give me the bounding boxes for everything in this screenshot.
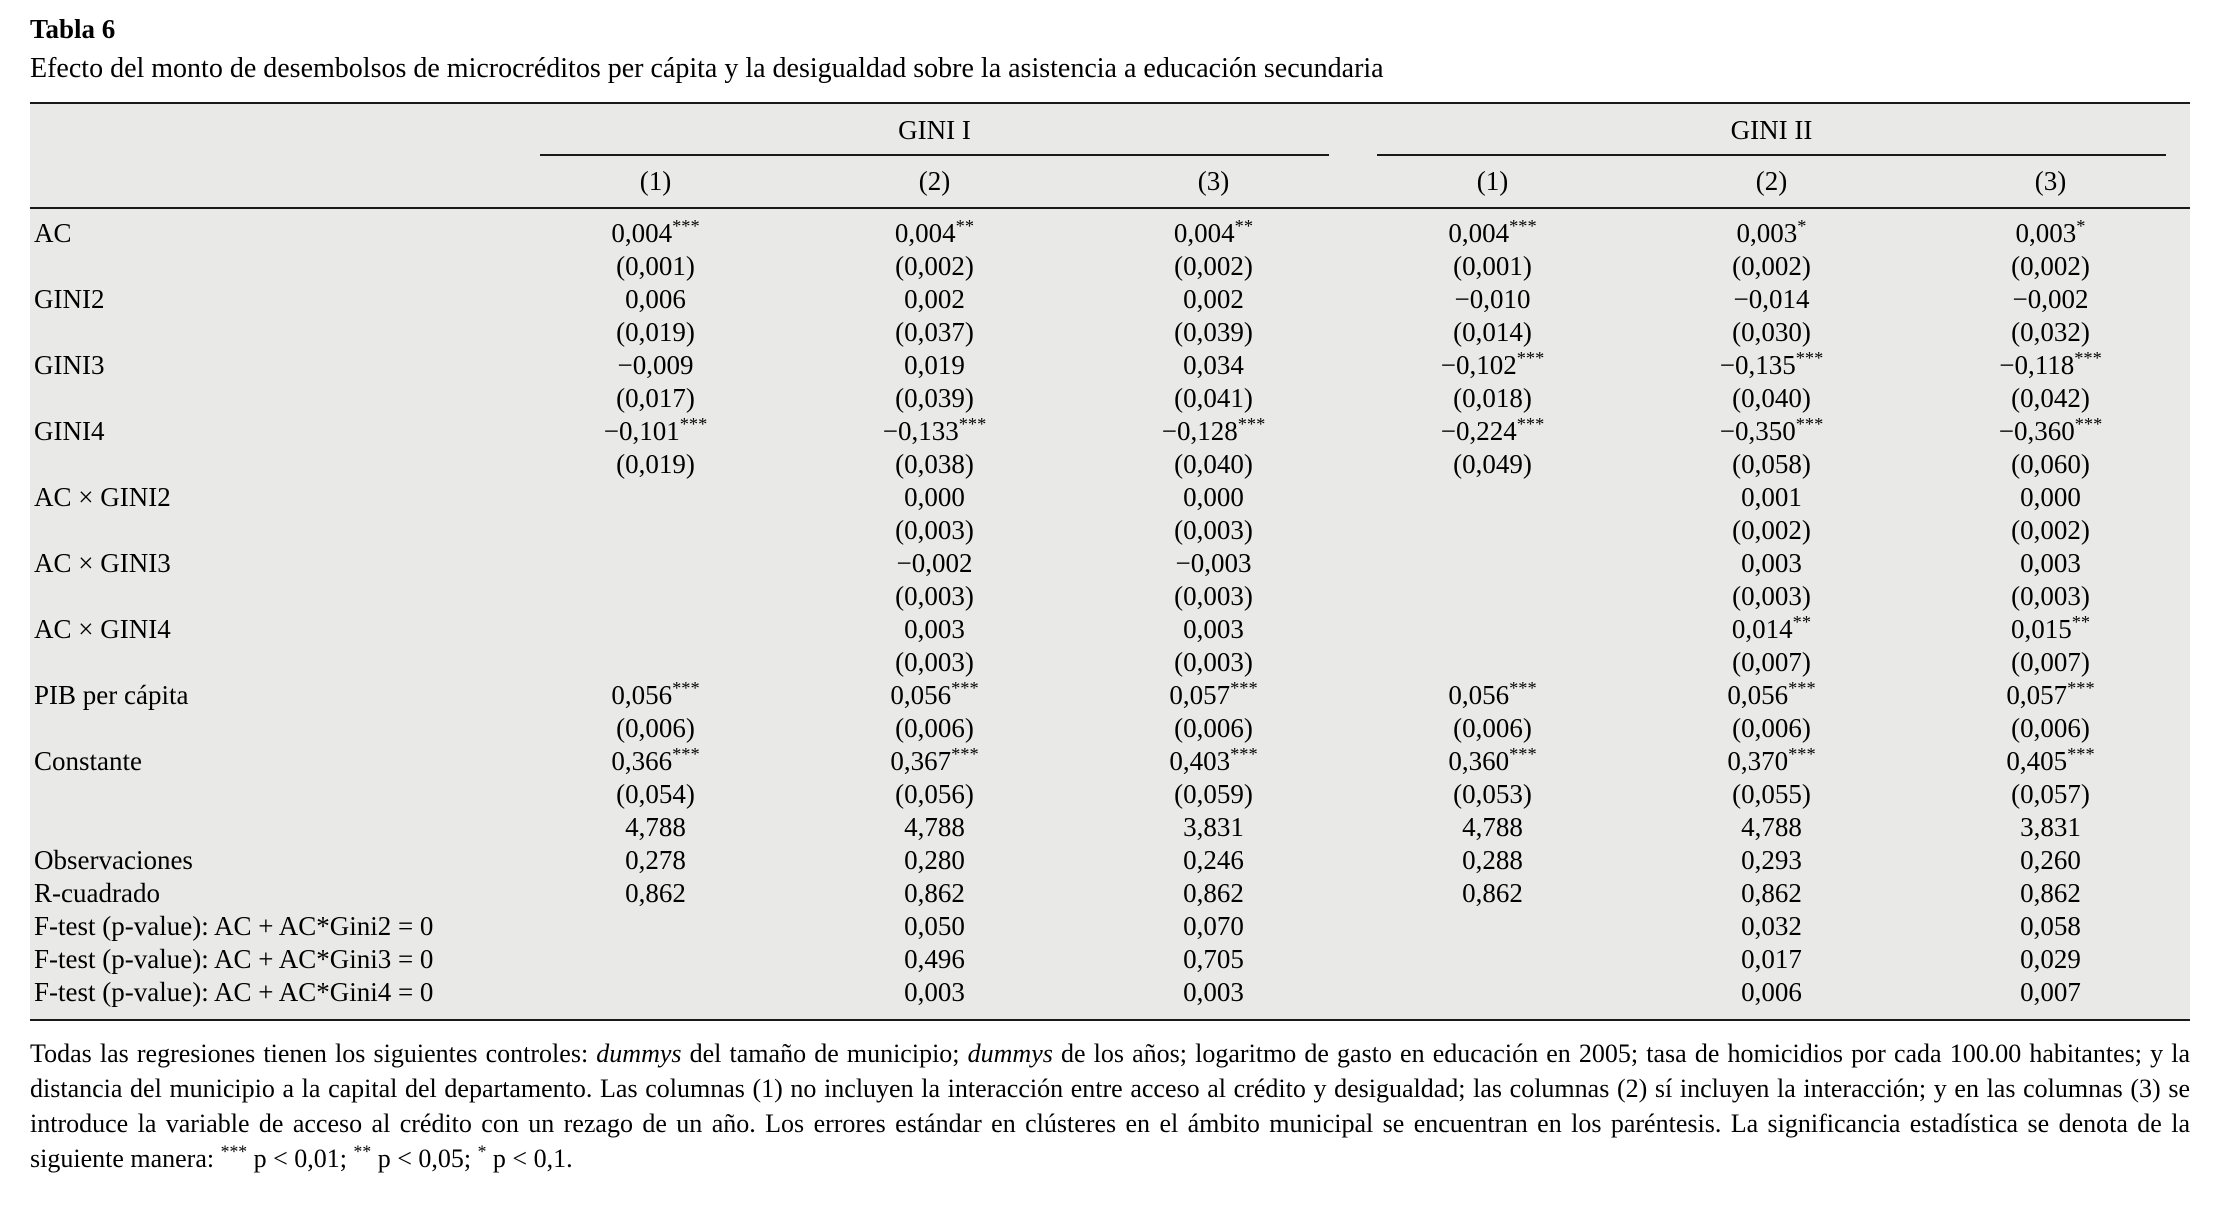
se-cell: (0,003) (1174, 515, 1253, 545)
group-label: GINI I (540, 114, 1329, 156)
stat-cell: 4,788 (904, 812, 965, 842)
stat-cell: 0,862 (1183, 878, 1244, 908)
significance-stars: * (1797, 216, 1807, 236)
coef-cell: 0,014** (1731, 612, 1812, 644)
coef-cell: −0,135*** (1719, 348, 1824, 380)
coef-cell: 0,003 (1741, 548, 1802, 578)
coef-cell: 0,003* (1736, 216, 1807, 248)
table-row (30, 547, 2190, 580)
coef-cell: −0,128*** (1161, 414, 1266, 446)
group-header-2 (1353, 103, 2190, 156)
se-cell: (0,058) (1732, 449, 1811, 479)
coef-cell: 0,056*** (611, 678, 700, 710)
coef-cell: 0,057*** (2006, 678, 2095, 710)
column-header: (1) (516, 156, 795, 208)
stat-label (30, 811, 516, 844)
column-header: (2) (795, 156, 1074, 208)
coef-cell: 0,003 (904, 614, 965, 644)
coef-cell: 0,056*** (890, 678, 979, 710)
coef-cell: −0,133*** (882, 414, 987, 446)
row-label: AC × GINI4 (34, 614, 171, 644)
coef-cell: 0,405*** (2006, 744, 2095, 776)
coef-cell: −0,002 (896, 548, 973, 578)
significance-stars: *** (1788, 744, 1816, 764)
coef-cell: −0,101*** (603, 414, 708, 446)
table-row (30, 481, 2190, 514)
significance-stars: *** (220, 1141, 248, 1162)
se-cell: (0,037) (895, 317, 974, 347)
se-cell: (0,003) (895, 515, 974, 545)
se-cell: (0,001) (616, 251, 695, 281)
se-cell: (0,059) (1174, 779, 1253, 809)
significance-stars: *** (1516, 414, 1545, 434)
coef-cell: 0,034 (1183, 350, 1244, 380)
significance-stars: *** (1509, 744, 1537, 764)
significance-stars: * (477, 1141, 487, 1162)
se-cell: (0,006) (2011, 713, 2090, 743)
coef-cell (1353, 613, 1632, 646)
se-cell: (0,003) (895, 647, 974, 677)
table-row (30, 349, 2190, 382)
stat-cell: 4,788 (1741, 812, 1802, 842)
se-row (30, 448, 2190, 481)
coef-cell: −0,224*** (1440, 414, 1545, 446)
se-cell (516, 646, 795, 679)
significance-stars: ** (1792, 612, 1812, 632)
coef-cell: 0,004** (894, 216, 975, 248)
se-cell: (0,003) (1174, 647, 1253, 677)
table-row (30, 613, 2190, 646)
coef-cell: −0,009 (617, 350, 694, 380)
se-cell (1353, 580, 1632, 613)
row-label-empty (30, 646, 516, 679)
significance-stars: *** (679, 414, 708, 434)
se-cell: (0,054) (616, 779, 695, 809)
coef-cell: 0,403*** (1169, 744, 1258, 776)
coef-cell (516, 547, 795, 580)
coef-cell (1353, 547, 1632, 580)
coef-cell: 0,015** (2010, 612, 2091, 644)
stat-cell: 3,831 (1183, 812, 1244, 842)
table-footnote (30, 1036, 2190, 1176)
se-cell: (0,001) (1453, 251, 1532, 281)
stat-cell (1353, 910, 1632, 943)
row-label-empty (30, 316, 516, 349)
se-cell: (0,003) (1732, 581, 1811, 611)
se-cell: (0,039) (895, 383, 974, 413)
coef-cell (516, 613, 795, 646)
se-row (30, 514, 2190, 547)
coef-cell: 0,057*** (1169, 678, 1258, 710)
se-cell: (0,060) (2011, 449, 2090, 479)
se-row (30, 250, 2190, 283)
se-cell: (0,049) (1453, 449, 1532, 479)
se-cell: (0,019) (616, 317, 695, 347)
coef-cell: 0,360*** (1448, 744, 1537, 776)
se-cell (1353, 646, 1632, 679)
stat-row (30, 877, 2190, 910)
stat-cell: 0,050 (904, 911, 965, 941)
stat-cell: 0,705 (1183, 944, 1244, 974)
se-cell: (0,019) (616, 449, 695, 479)
se-cell: (0,002) (1174, 251, 1253, 281)
se-cell: (0,002) (1732, 251, 1811, 281)
se-cell (516, 580, 795, 613)
se-cell: (0,003) (2011, 581, 2090, 611)
significance-stars: *** (1509, 678, 1537, 698)
stat-cell: 0,862 (1462, 878, 1523, 908)
column-header: (3) (1911, 156, 2190, 208)
stat-cell: 0,260 (2020, 845, 2081, 875)
significance-stars: ** (1234, 216, 1254, 236)
stat-cell: 4,788 (1462, 812, 1523, 842)
coef-cell: 0,001 (1741, 482, 1802, 512)
se-row (30, 778, 2190, 811)
column-header: (2) (1632, 156, 1911, 208)
stat-row (30, 811, 2190, 844)
significance-stars: *** (951, 678, 979, 698)
coef-cell: 0,002 (904, 284, 965, 314)
significance-stars: *** (672, 678, 700, 698)
coef-cell: 0,056*** (1727, 678, 1816, 710)
column-header-spacer (30, 156, 516, 208)
row-label: AC (34, 218, 72, 248)
se-cell: (0,032) (2011, 317, 2090, 347)
stat-cell: 0,862 (2020, 878, 2081, 908)
stat-cell: 0,007 (2020, 977, 2081, 1007)
se-cell (516, 514, 795, 547)
stat-cell: 0,280 (904, 845, 965, 875)
stat-label: F-test (p-value): AC + AC*Gini4 = 0 (34, 977, 434, 1007)
coef-cell: 0,004** (1173, 216, 1254, 248)
footnote-text: p < 0,01; (247, 1144, 354, 1173)
significance-stars: * (2076, 216, 2086, 236)
stat-cell: 3,831 (2020, 812, 2081, 842)
coef-cell: 0,006 (625, 284, 686, 314)
se-cell: (0,030) (1732, 317, 1811, 347)
coef-cell: 0,370*** (1727, 744, 1816, 776)
se-cell: (0,007) (2011, 647, 2090, 677)
stat-cell: 0,017 (1741, 944, 1802, 974)
coef-cell: −0,360*** (1998, 414, 2103, 446)
footnote-text: Todas las regresiones tienen los siguientes controles: (30, 1039, 597, 1068)
significance-stars: *** (1237, 414, 1266, 434)
significance-stars: *** (1788, 678, 1816, 698)
se-cell: (0,007) (1732, 647, 1811, 677)
stat-cell (516, 976, 795, 1020)
significance-stars: *** (2067, 678, 2095, 698)
coef-cell: 0,000 (2020, 482, 2081, 512)
coef-cell: 0,002 (1183, 284, 1244, 314)
significance-stars: *** (1509, 216, 1537, 236)
significance-stars: ** (2071, 612, 2091, 632)
stat-cell: 4,788 (625, 812, 686, 842)
table-caption (30, 12, 2190, 87)
row-label: AC × GINI3 (34, 548, 171, 578)
coef-cell: −0,102*** (1440, 348, 1545, 380)
table-title: Efecto del monto de desembolsos de microcréditos per cápita y la desigualdad sobre la asistencia a educación secundaria (30, 53, 1384, 84)
footnote-text: de los años; logaritmo de gasto en educación en 2005; tasa de homicidios por cada 100.00 habitantes; y la distancia del municipio a la capital del departamento. Las columnas (1) no incluyen la interacción entre acceso al crédito y desigualdad; las columnas (2) sí incluyen la interacción; y en las columnas (3) se introduce la variable de acceso al crédito con un rezago de un año. Los errores estándar en clústeres en el ámbito municipal se encuentran en los paréntesis. La significancia estadística se denota de la siguiente manera: (30, 1039, 2190, 1173)
group-header-1 (516, 103, 1353, 156)
significance-stars: *** (958, 414, 987, 434)
se-cell: (0,040) (1174, 449, 1253, 479)
se-row (30, 580, 2190, 613)
stat-cell: 0,862 (625, 878, 686, 908)
significance-stars: *** (2067, 744, 2095, 764)
significance-stars: *** (1795, 348, 1824, 368)
se-cell: (0,042) (2011, 383, 2090, 413)
regression-table (30, 102, 2190, 1021)
coef-cell: 0,003* (2015, 216, 2086, 248)
table-row (30, 679, 2190, 712)
se-cell: (0,002) (2011, 515, 2090, 545)
stat-cell: 0,070 (1183, 911, 1244, 941)
se-row (30, 382, 2190, 415)
se-cell: (0,006) (895, 713, 974, 743)
se-cell: (0,041) (1174, 383, 1253, 413)
significance-stars: *** (951, 744, 979, 764)
row-label-empty (30, 382, 516, 415)
significance-stars: *** (1230, 678, 1258, 698)
stat-cell: 0,293 (1741, 845, 1802, 875)
se-cell: (0,003) (895, 581, 974, 611)
stat-cell (1353, 976, 1632, 1020)
row-label: PIB per cápita (34, 680, 189, 710)
row-label-empty (30, 712, 516, 745)
coef-cell: 0,000 (904, 482, 965, 512)
row-label-empty (30, 250, 516, 283)
footnote-italic-term: dummys (596, 1039, 682, 1068)
stat-cell: 0,862 (904, 878, 965, 908)
se-cell: (0,017) (616, 383, 695, 413)
footnote-text: p < 0,05; (371, 1144, 478, 1173)
significance-stars: *** (2074, 348, 2102, 368)
row-label-empty (30, 514, 516, 547)
stat-cell: 0,288 (1462, 845, 1523, 875)
footnote-text: p < 0,1. (486, 1144, 573, 1173)
coef-cell: 0,003 (2020, 548, 2081, 578)
row-label: AC × GINI2 (34, 482, 171, 512)
se-cell: (0,056) (895, 779, 974, 809)
se-cell: (0,002) (1732, 515, 1811, 545)
se-cell: (0,018) (1453, 383, 1532, 413)
stat-row (30, 976, 2190, 1020)
se-cell: (0,006) (616, 713, 695, 743)
row-label: Constante (34, 746, 142, 776)
significance-stars: *** (1516, 348, 1545, 368)
coef-cell (1353, 481, 1632, 514)
group-label: GINI II (1377, 114, 2166, 156)
se-cell: (0,014) (1453, 317, 1532, 347)
group-header-row (30, 103, 2190, 156)
coef-cell: 0,056*** (1448, 678, 1537, 710)
se-cell: (0,038) (895, 449, 974, 479)
coef-cell: −0,010 (1454, 284, 1531, 314)
coef-cell: −0,002 (2012, 284, 2089, 314)
table-row (30, 283, 2190, 316)
coef-cell: 0,367*** (890, 744, 979, 776)
group-header-spacer (30, 103, 516, 156)
se-cell: (0,057) (2011, 779, 2090, 809)
se-cell: (0,039) (1174, 317, 1253, 347)
coef-cell: 0,366*** (611, 744, 700, 776)
stat-cell (1353, 943, 1632, 976)
coef-cell: 0,019 (904, 350, 965, 380)
stat-cell: 0,003 (904, 977, 965, 1007)
row-label-empty (30, 580, 516, 613)
se-row (30, 316, 2190, 349)
stat-label: Observaciones (34, 845, 193, 875)
table-row (30, 745, 2190, 778)
se-cell (1353, 514, 1632, 547)
se-cell: (0,006) (1174, 713, 1253, 743)
significance-stars: *** (1795, 414, 1824, 434)
stat-label: F-test (p-value): AC + AC*Gini3 = 0 (34, 944, 434, 974)
se-cell: (0,040) (1732, 383, 1811, 413)
stat-cell: 0,246 (1183, 845, 1244, 875)
stat-row (30, 910, 2190, 943)
significance-stars: *** (672, 744, 700, 764)
stat-label: R-cuadrado (34, 878, 160, 908)
row-label-empty (30, 448, 516, 481)
footnote-italic-term: dummys (967, 1039, 1053, 1068)
stat-cell: 0,862 (1741, 878, 1802, 908)
significance-stars: *** (2074, 414, 2103, 434)
se-cell: (0,002) (895, 251, 974, 281)
coef-cell: −0,118*** (1999, 348, 2102, 380)
se-row (30, 712, 2190, 745)
se-row (30, 646, 2190, 679)
stat-cell: 0,029 (2020, 944, 2081, 974)
stat-cell: 0,003 (1183, 977, 1244, 1007)
row-label: GINI3 (34, 350, 105, 380)
stat-label: F-test (p-value): AC + AC*Gini2 = 0 (34, 911, 434, 941)
stat-cell (516, 943, 795, 976)
coef-cell (516, 481, 795, 514)
se-cell: (0,006) (1453, 713, 1532, 743)
column-header: (3) (1074, 156, 1353, 208)
row-label: GINI4 (34, 416, 105, 446)
se-cell: (0,055) (1732, 779, 1811, 809)
stat-cell: 0,278 (625, 845, 686, 875)
stat-cell: 0,496 (904, 944, 965, 974)
table-row (30, 208, 2190, 250)
stat-cell: 0,032 (1741, 911, 1802, 941)
footnote-text: del tamaño de municipio; (681, 1039, 968, 1068)
row-label-empty (30, 778, 516, 811)
table-row (30, 415, 2190, 448)
coef-cell: 0,003 (1183, 614, 1244, 644)
stat-cell (516, 910, 795, 943)
coef-cell: 0,004*** (1448, 216, 1537, 248)
table-number: Tabla 6 (30, 14, 116, 44)
stat-cell: 0,058 (2020, 911, 2081, 941)
stat-row (30, 943, 2190, 976)
se-cell: (0,006) (1732, 713, 1811, 743)
column-header-row (30, 156, 2190, 208)
stat-row (30, 844, 2190, 877)
coef-cell: −0,014 (1733, 284, 1810, 314)
coef-cell: 0,000 (1183, 482, 1244, 512)
coef-cell: −0,350*** (1719, 414, 1824, 446)
significance-stars: *** (1230, 744, 1258, 764)
column-header: (1) (1353, 156, 1632, 208)
se-cell: (0,053) (1453, 779, 1532, 809)
row-label: GINI2 (34, 284, 105, 314)
coef-cell: −0,003 (1175, 548, 1252, 578)
coef-cell: 0,004*** (611, 216, 700, 248)
significance-stars: ** (353, 1141, 372, 1162)
significance-stars: ** (955, 216, 975, 236)
se-cell: (0,003) (1174, 581, 1253, 611)
se-cell: (0,002) (2011, 251, 2090, 281)
significance-stars: *** (672, 216, 700, 236)
stat-cell: 0,006 (1741, 977, 1802, 1007)
